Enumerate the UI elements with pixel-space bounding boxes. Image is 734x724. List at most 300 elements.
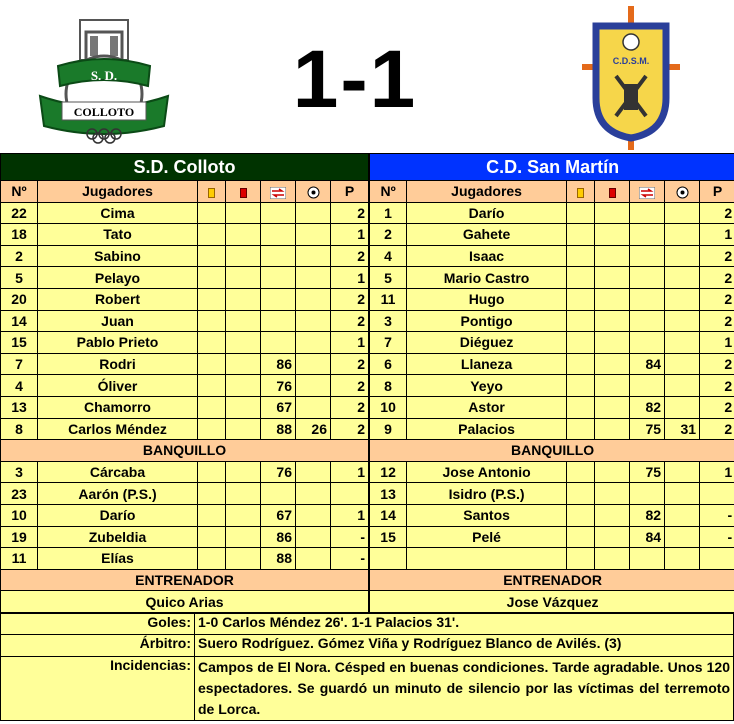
coach-name: Jose Vázquez [370,591,734,613]
player-row [1,267,369,289]
col-red-card [595,181,630,203]
substitution-minute [630,202,665,224]
yellow-card [198,288,226,310]
goal-minute [296,504,331,526]
crest-letters: C.D.S.M. [612,56,650,66]
crest-name: COLLOTO [73,105,135,119]
player-number: 3 [1,461,38,483]
team-name: C.D. San Martín [370,154,734,181]
player-number: 3 [370,310,407,332]
col-red-card [226,181,261,203]
red-card-icon [240,188,247,198]
player-number: 2 [1,245,38,267]
player-name: Pablo Prieto [38,332,198,354]
player-number: 4 [370,245,407,267]
incidents-label: Incidencias: [1,657,195,721]
away-lineup-table [369,153,734,613]
player-row [1,418,369,440]
player-number: 14 [1,310,38,332]
player-name: Tato [38,224,198,246]
yellow-card [567,202,595,224]
player-row [1,504,369,526]
player-points: 2 [331,310,369,332]
coach-header: ENTRENADOR [1,569,369,591]
col-number: Nº [370,181,407,203]
player-name: Llaneza [407,353,567,375]
player-row [370,396,734,418]
player-points: 2 [331,375,369,397]
goal-minute [665,461,700,483]
player-number: 20 [1,288,38,310]
player-name: Mario Castro [407,267,567,289]
red-card [226,548,261,570]
goal-minute [296,548,331,570]
substitution-icon [270,187,286,199]
player-name: Darío [38,504,198,526]
player-row [370,224,734,246]
red-card [595,396,630,418]
player-name: Sabino [38,245,198,267]
red-card [226,288,261,310]
player-row [370,375,734,397]
player-name: Astor [407,396,567,418]
substitution-minute [261,267,296,289]
coach-header: ENTRENADOR [370,569,734,591]
goal-minute: 26 [296,418,331,440]
red-card [226,310,261,332]
home-lineup-table [0,153,369,613]
col-ball [665,181,700,203]
player-row [1,353,369,375]
yellow-card [198,396,226,418]
player-row [370,332,734,354]
goal-minute [296,353,331,375]
yellow-card [567,310,595,332]
yellow-card [198,245,226,267]
red-card [226,224,261,246]
player-number: 15 [1,332,38,354]
player-points: 2 [331,396,369,418]
player-points: - [700,526,734,548]
goal-minute [296,332,331,354]
match-header [0,0,734,152]
player-row [370,288,734,310]
substitution-minute [630,310,665,332]
substitution-minute [261,288,296,310]
player-number: 19 [1,526,38,548]
substitution-minute [261,224,296,246]
player-points: 1 [331,332,369,354]
player-number: 14 [370,504,407,526]
player-row [1,375,369,397]
red-card [226,396,261,418]
substitution-minute: 84 [630,353,665,375]
substitution-minute: 82 [630,396,665,418]
red-card [226,245,261,267]
player-name: Zubeldia [38,526,198,548]
red-card [595,504,630,526]
player-points [700,548,734,570]
match-info-table [0,613,734,721]
red-card [595,526,630,548]
goal-minute [296,267,331,289]
player-points: 2 [331,245,369,267]
goal-minute [296,461,331,483]
red-card [595,461,630,483]
yellow-card [198,526,226,548]
player-number: 13 [370,483,407,505]
substitution-minute: 86 [261,353,296,375]
red-card [595,224,630,246]
player-name: Santos [407,504,567,526]
goal-minute [665,526,700,548]
referee-label: Árbitro: [1,635,195,657]
yellow-card [567,288,595,310]
player-number: 8 [370,375,407,397]
yellow-card [567,224,595,246]
red-card [595,353,630,375]
player-name: Elías [38,548,198,570]
ball-icon [307,186,320,199]
player-row [1,224,369,246]
player-row [1,483,369,505]
team-name: S.D. Colloto [1,154,369,181]
player-points: 2 [700,202,734,224]
goal-minute [665,288,700,310]
col-yellow-card [567,181,595,203]
player-points [331,483,369,505]
player-row [370,418,734,440]
col-points: P [700,181,734,203]
substitution-minute [630,483,665,505]
goal-minute [665,375,700,397]
yellow-card [567,375,595,397]
player-number: 4 [1,375,38,397]
goal-minute [296,310,331,332]
red-card [595,483,630,505]
yellow-card-icon [577,188,584,198]
player-number: 2 [370,224,407,246]
goal-minute [665,353,700,375]
substitution-minute: 67 [261,396,296,418]
substitution-minute [630,288,665,310]
player-name: Isidro (P.S.) [407,483,567,505]
yellow-card [198,375,226,397]
substitution-minute [630,267,665,289]
col-substitution [630,181,665,203]
goal-minute: 31 [665,418,700,440]
player-name: Yeyo [407,375,567,397]
bench-header: BANQUILLO [370,440,734,462]
col-number: Nº [1,181,38,203]
goal-minute [665,332,700,354]
player-number: 18 [1,224,38,246]
player-row [1,245,369,267]
goal-minute [296,483,331,505]
player-points: - [331,548,369,570]
player-name: Carlos Méndez [38,418,198,440]
player-points [700,483,734,505]
yellow-card [198,483,226,505]
player-points: 1 [331,224,369,246]
yellow-card [567,504,595,526]
col-players: Jugadores [38,181,198,203]
player-number: 10 [1,504,38,526]
substitution-minute [630,224,665,246]
goal-minute [296,245,331,267]
player-name: Pontigo [407,310,567,332]
player-number: 13 [1,396,38,418]
player-points: 1 [700,224,734,246]
player-points: 2 [700,267,734,289]
red-card [226,332,261,354]
goal-minute [296,396,331,418]
goal-minute [296,375,331,397]
player-name: Pelayo [38,267,198,289]
col-ball [296,181,331,203]
red-card [226,504,261,526]
substitution-minute: 88 [261,548,296,570]
player-row [1,526,369,548]
yellow-card [198,267,226,289]
player-name: Gahete [407,224,567,246]
player-number: 5 [1,267,38,289]
player-points: - [331,526,369,548]
yellow-card [567,548,595,570]
player-row [370,526,734,548]
player-name: Palacios [407,418,567,440]
yellow-card [567,245,595,267]
player-name: Pelé [407,526,567,548]
player-points: 1 [700,332,734,354]
player-points: 2 [331,418,369,440]
player-number: 1 [370,202,407,224]
player-points: 2 [331,353,369,375]
red-card [595,418,630,440]
player-row [370,353,734,375]
yellow-card [198,332,226,354]
yellow-card [198,353,226,375]
player-number: 15 [370,526,407,548]
red-card [226,483,261,505]
yellow-card [567,267,595,289]
substitution-minute: 76 [261,375,296,397]
red-card [226,418,261,440]
substitution-minute [630,332,665,354]
player-row [370,548,734,570]
player-row [370,461,734,483]
player-row [370,504,734,526]
goal-minute [296,202,331,224]
player-number: 10 [370,396,407,418]
yellow-card [567,526,595,548]
player-points: 1 [331,267,369,289]
yellow-card [198,418,226,440]
match-sheet [0,153,734,721]
player-name: Juan [38,310,198,332]
yellow-card [567,483,595,505]
yellow-card [198,504,226,526]
yellow-card [198,548,226,570]
player-points: 1 [331,504,369,526]
red-card [226,353,261,375]
substitution-minute [261,483,296,505]
goals-label: Goles: [1,613,195,635]
col-substitution [261,181,296,203]
player-name: Diéguez [407,332,567,354]
goal-minute [296,526,331,548]
yellow-card [567,396,595,418]
player-row [1,288,369,310]
substitution-minute [261,202,296,224]
substitution-minute: 86 [261,526,296,548]
player-points: 2 [700,375,734,397]
substitution-minute [630,375,665,397]
red-card [595,548,630,570]
player-row [1,461,369,483]
yellow-card [198,202,226,224]
bench-header: BANQUILLO [1,440,369,462]
player-points: 2 [700,245,734,267]
goal-minute [296,224,331,246]
player-row [1,396,369,418]
player-name: Cárcaba [38,461,198,483]
red-card [595,202,630,224]
player-number: 22 [1,202,38,224]
goal-minute [665,224,700,246]
ball-icon [676,186,689,199]
san-martin-crest-logo [582,6,680,150]
red-card [226,202,261,224]
coach-name: Quico Arias [1,591,369,613]
player-name: Chamorro [38,396,198,418]
player-number: 9 [370,418,407,440]
goal-minute [665,202,700,224]
goal-minute [665,483,700,505]
substitution-minute: 75 [630,418,665,440]
player-number: 11 [1,548,38,570]
substitution-minute: 82 [630,504,665,526]
yellow-card [567,418,595,440]
goals-value: 1-0 Carlos Méndez 26'. 1-1 Palacios 31'. [195,613,734,635]
red-card [226,267,261,289]
red-card [226,461,261,483]
player-row [370,483,734,505]
red-card [595,245,630,267]
substitution-minute: 75 [630,461,665,483]
player-number: 7 [1,353,38,375]
player-row [370,310,734,332]
yellow-card [567,332,595,354]
player-points: 2 [331,288,369,310]
player-number: 5 [370,267,407,289]
player-points: 2 [700,418,734,440]
player-row [1,548,369,570]
player-name [407,548,567,570]
red-card [595,288,630,310]
player-points: 2 [700,288,734,310]
goal-minute [665,548,700,570]
player-number: 8 [1,418,38,440]
col-points: P [331,181,369,203]
substitution-minute [630,548,665,570]
player-name: Jose Antonio [407,461,567,483]
substitution-icon [639,187,655,199]
substitution-minute: 84 [630,526,665,548]
goal-minute [296,288,331,310]
yellow-card [567,461,595,483]
player-number [370,548,407,570]
goal-minute [665,267,700,289]
player-points: 2 [700,353,734,375]
player-number: 11 [370,288,407,310]
player-points: 2 [700,310,734,332]
match-score: 1-1 [292,34,418,125]
player-points: 1 [331,461,369,483]
red-card [595,310,630,332]
player-name: Robert [38,288,198,310]
red-card [595,267,630,289]
player-number: 23 [1,483,38,505]
yellow-card-icon [208,188,215,198]
player-row [370,267,734,289]
substitution-minute [630,245,665,267]
crest-initials: S. D. [90,68,118,83]
yellow-card [198,224,226,246]
substitution-minute [261,332,296,354]
red-card [595,375,630,397]
player-row [1,202,369,224]
player-name: Isaac [407,245,567,267]
player-number: 12 [370,461,407,483]
red-card-icon [609,188,616,198]
player-points: 2 [331,202,369,224]
column-header-row [370,181,734,203]
player-number: 7 [370,332,407,354]
yellow-card [198,310,226,332]
player-row [1,310,369,332]
substitution-minute [261,245,296,267]
goal-minute [665,245,700,267]
red-card [595,332,630,354]
col-yellow-card [198,181,226,203]
player-name: Darío [407,202,567,224]
substitution-minute: 76 [261,461,296,483]
player-name: Aarón (P.S.) [38,483,198,505]
player-row [370,245,734,267]
goal-minute [665,310,700,332]
red-card [226,526,261,548]
column-header-row [1,181,369,203]
colloto-crest-logo [38,14,170,144]
substitution-minute [261,310,296,332]
player-name: Cima [38,202,198,224]
yellow-card [198,461,226,483]
player-row [370,202,734,224]
player-number: 6 [370,353,407,375]
player-name: Óliver [38,375,198,397]
player-row [1,332,369,354]
goal-minute [665,396,700,418]
col-players: Jugadores [407,181,567,203]
goal-minute [665,504,700,526]
player-name: Rodri [38,353,198,375]
referee-value: Suero Rodríguez. Gómez Viña y Rodríguez Blanco de Avilés. (3) [195,635,734,657]
substitution-minute: 67 [261,504,296,526]
player-name: Hugo [407,288,567,310]
player-points: 1 [700,461,734,483]
substitution-minute: 88 [261,418,296,440]
